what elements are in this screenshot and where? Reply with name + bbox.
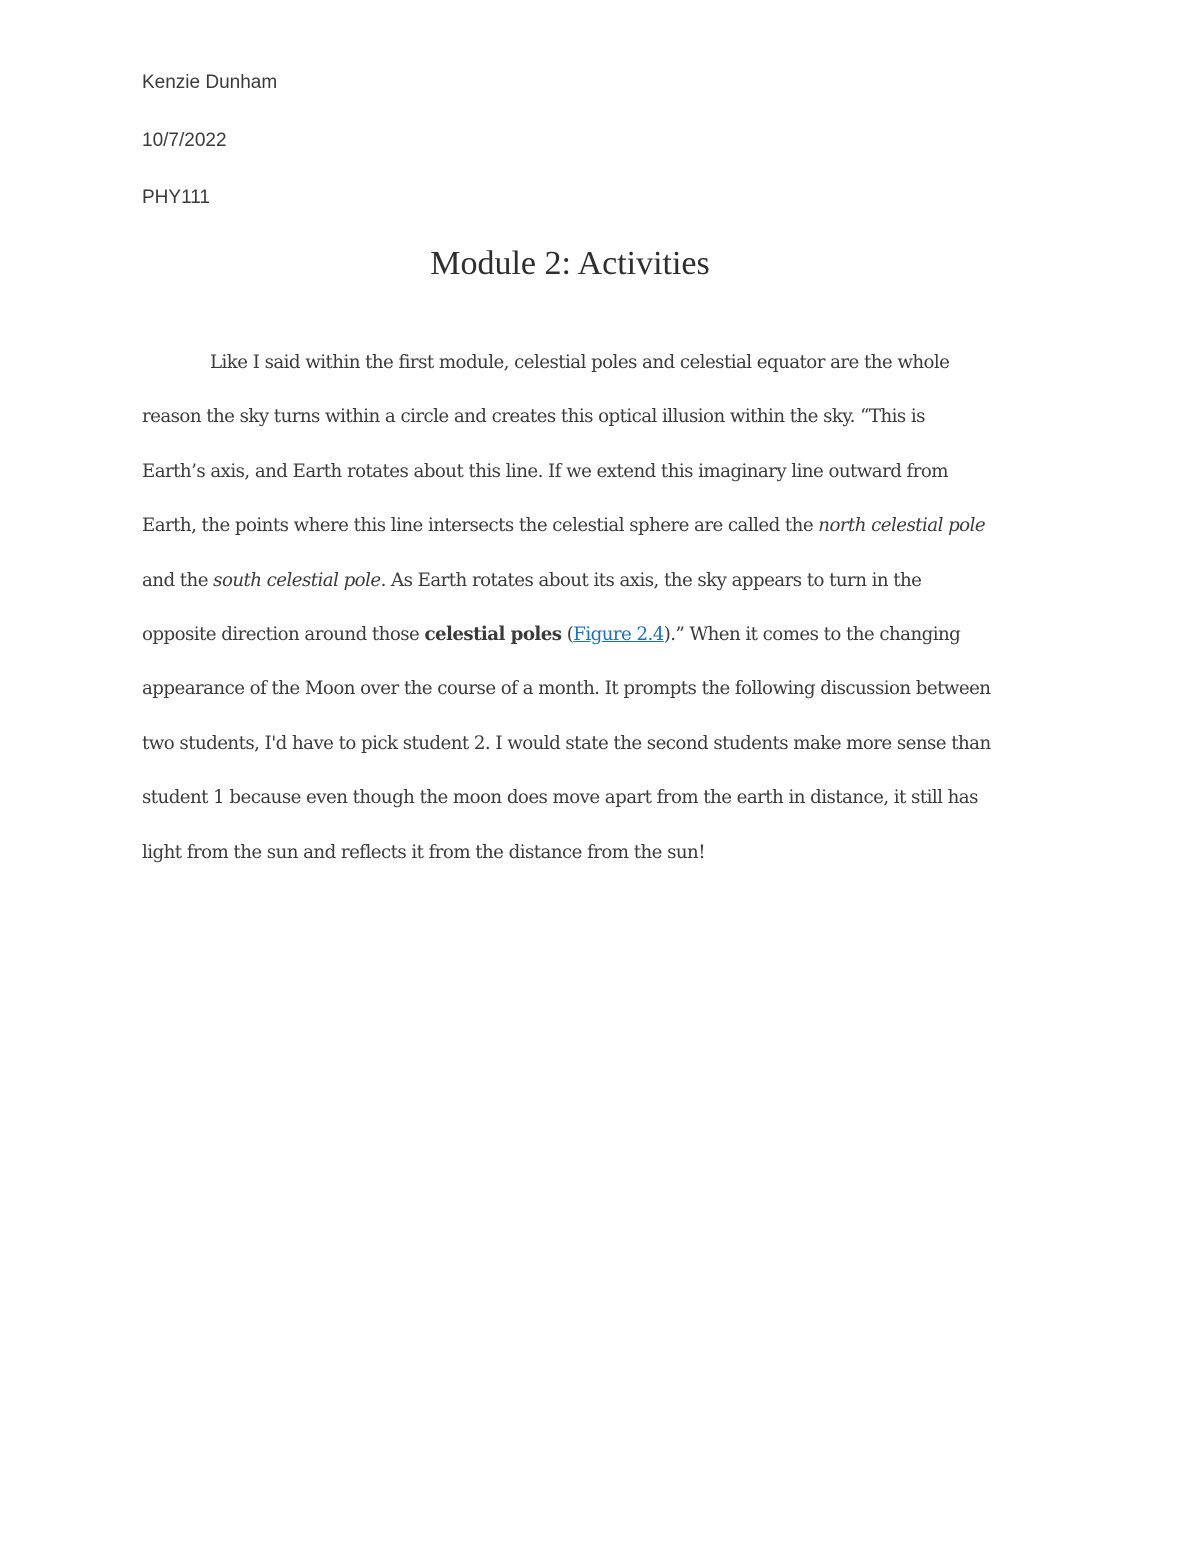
line-text: and the <box>142 569 214 591</box>
line-text: student 1 because even though the moon does move apart from the earth in distance, it still has <box>142 787 978 809</box>
line-text: Earth’s axis, and Earth rotates about this line. If we extend this imaginary line outward from <box>142 460 948 482</box>
line-text: reason the sky turns within a circle and creates this optical illusion within the sky. “This is <box>142 406 925 428</box>
paragraph-line <box>142 662 1062 716</box>
line-text: Earth, the points where this line intersects the celestial sphere are called the <box>142 515 819 537</box>
paragraph-line <box>142 499 1062 553</box>
line-text: light from the sun and reflects it from the distance from the sun! <box>142 841 705 863</box>
body-paragraph <box>142 336 1062 880</box>
paragraph-line <box>142 554 1062 608</box>
course-code: PHY111 <box>142 187 210 208</box>
line-text: appearance of the Moon over the course of a month. It prompts the following discussion between <box>142 678 991 700</box>
line-text: ).” When it comes to the changing <box>663 623 961 645</box>
paragraph-line <box>142 717 1062 771</box>
line-text: . As Earth rotates about its axis, the sky appears to turn in the <box>380 569 922 591</box>
line-text: Like I said within the first module, celestial poles and celestial equator are the whole <box>210 352 950 373</box>
paragraph-line <box>142 608 1062 662</box>
line-text: opposite direction around those <box>142 623 425 645</box>
paragraph-line <box>142 826 1062 880</box>
date: 10/7/2022 <box>142 130 227 151</box>
line-text: two students, I'd have to pick student 2. I would state the second students make more sense than <box>142 732 991 754</box>
paragraph-line <box>142 445 1062 499</box>
paragraph-line <box>142 771 1062 825</box>
page-title: Module 2: Activities <box>430 245 710 282</box>
italic-term-north-celestial-pole: north celestial pole <box>818 515 986 537</box>
line-text: ( <box>561 623 574 645</box>
figure-2-4-link[interactable]: Figure 2.4 <box>573 623 664 645</box>
italic-term-south-celestial-pole: south celestial pole <box>213 569 381 591</box>
author-name: Kenzie Dunham <box>142 72 278 93</box>
paragraph-line <box>142 390 1062 444</box>
bold-term-celestial-poles: celestial poles <box>424 623 562 645</box>
paragraph-line <box>142 336 1062 390</box>
